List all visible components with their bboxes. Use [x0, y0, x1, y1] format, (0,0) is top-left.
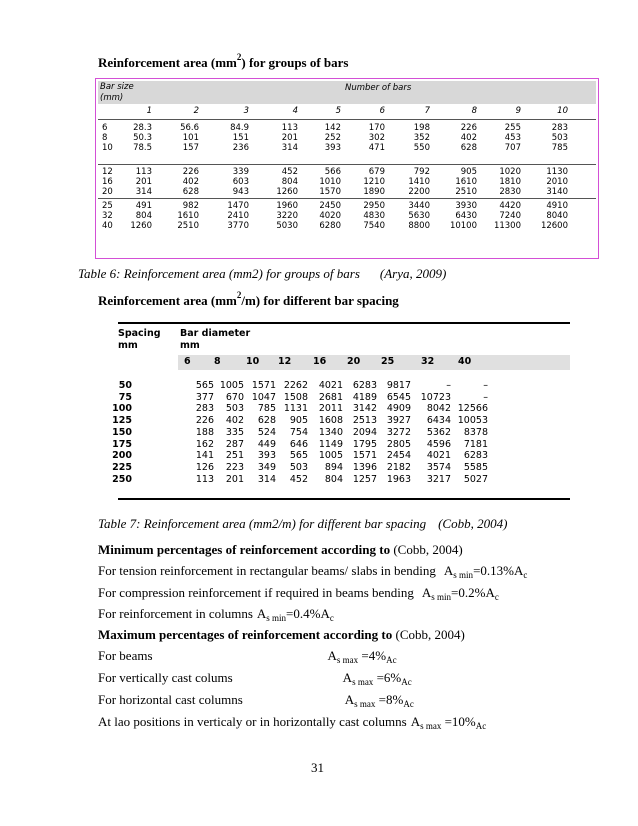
table-bar-spacing — [112, 322, 570, 500]
table-cell: 2830 — [499, 187, 521, 197]
table-cell: 7181 — [463, 438, 488, 450]
line-text: For vertically cast colums — [98, 670, 233, 685]
spacing-cell: 150 — [112, 426, 132, 438]
table-cell: 4596 — [426, 438, 451, 450]
table-cell: 8040 — [546, 211, 568, 221]
max-lines-line — [98, 670, 412, 686]
area-subscript: s max — [336, 655, 359, 665]
table-cell: 4420 — [499, 201, 521, 211]
column-header: 1 — [146, 106, 152, 116]
table-cell: 628 — [460, 143, 477, 153]
area-value: =8% — [375, 692, 404, 707]
column-header: 3 — [243, 106, 249, 116]
table-cell: 352 — [413, 133, 430, 143]
bar-size-cell: 32 — [102, 211, 113, 221]
spacing-cell: 75 — [118, 391, 132, 403]
table-cell: 453 — [504, 133, 521, 143]
table-cell: 1410 — [408, 177, 430, 187]
table-cell: 3440 — [408, 201, 430, 211]
table-cell: 565 — [195, 380, 214, 391]
bar-size-cell: 10 — [102, 143, 113, 153]
table-cell: 6545 — [386, 391, 411, 403]
table-cell: 2513 — [352, 415, 377, 427]
table-cell: 1257 — [352, 473, 377, 485]
header-divider — [98, 119, 596, 120]
area-subscript: Ac — [401, 677, 412, 687]
bar-diameter-label: Bar diameter mm — [180, 328, 251, 351]
table-cell: 2450 — [319, 201, 341, 211]
table-cell: 1508 — [283, 391, 308, 403]
table-cell: 201 — [281, 133, 298, 143]
line-text: For tension reinforcement in rectangular beams/ slabs in bending — [98, 563, 436, 578]
area-subscript: c — [494, 592, 499, 602]
table-top-rule — [118, 322, 570, 324]
diameter-header: 10 — [246, 356, 260, 367]
table-row — [112, 426, 570, 438]
column-header-row — [96, 106, 598, 118]
table-cell: 550 — [413, 143, 430, 153]
table-cell: – — [446, 380, 451, 391]
table-cell: 449 — [257, 438, 276, 450]
area-subscript: s min — [266, 613, 287, 623]
table-cell: 471 — [368, 143, 385, 153]
table-cell: 2805 — [386, 438, 411, 450]
table-cell: 1340 — [318, 426, 343, 438]
table-cell: 1890 — [363, 187, 385, 197]
table-cell: 628 — [182, 187, 199, 197]
area-subscript: s min — [431, 592, 452, 602]
table-groups-of-bars — [95, 78, 599, 259]
table-cell: 4909 — [386, 403, 411, 415]
table-cell: 402 — [182, 177, 199, 187]
table-cell: 3927 — [386, 415, 411, 427]
area-subscript: s max — [354, 699, 376, 709]
area-symbol: A — [344, 692, 355, 707]
table-cell: 565 — [289, 450, 308, 462]
table-cell: 1260 — [276, 187, 298, 197]
table-cell: 223 — [225, 461, 244, 473]
table-cell: 2182 — [386, 461, 411, 473]
table-cell: 6283 — [352, 380, 377, 391]
table-cell: 1005 — [219, 380, 244, 391]
table-cell: 9817 — [386, 380, 411, 391]
area-symbol: A — [421, 585, 432, 600]
table-cell: 6434 — [426, 415, 451, 427]
area-symbol: A — [342, 670, 353, 685]
table-cell: 5030 — [276, 221, 298, 231]
table-cell: 2010 — [546, 177, 568, 187]
area-value: =4% — [358, 648, 387, 663]
heading-bar-spacing: Reinforcement area $(mm^2/m)$ for different bar spacing — [98, 290, 399, 308]
bar-size-cell: 6 — [102, 123, 108, 133]
bar-size-cell: 16 — [102, 177, 113, 187]
table-cell: 3770 — [227, 221, 249, 231]
table-cell: 4021 — [426, 450, 451, 462]
min-reinforcement-heading: Minimum percentages of reinforcement according to (Cobb, 2004) — [98, 542, 463, 557]
table-cell: 7540 — [363, 221, 385, 231]
spacing-label: Spacing mm — [118, 328, 161, 351]
table-cell: 2950 — [363, 201, 385, 211]
table-cell: 603 — [232, 177, 249, 187]
table-cell: 78.5 — [133, 143, 152, 153]
table-cell: 452 — [289, 473, 308, 485]
table-cell: 393 — [257, 450, 276, 462]
area-subscript: Ac — [403, 699, 414, 709]
table-cell: 3140 — [546, 187, 568, 197]
table-cell: 3142 — [352, 403, 377, 415]
max-lines-line — [98, 648, 397, 664]
table-cell: 3217 — [426, 473, 451, 485]
line-text: For compression reinforcement if required in beams bending — [98, 585, 414, 600]
table-cell: 4020 — [319, 211, 341, 221]
table-cell: 905 — [460, 167, 477, 177]
table-cell: 8800 — [408, 221, 430, 231]
table-cell: 12566 — [457, 403, 488, 415]
area-value: =0.13%A — [473, 563, 524, 578]
table-row — [112, 461, 570, 473]
table-cell: 1570 — [319, 187, 341, 197]
bar-size-cell: 40 — [102, 221, 113, 231]
max-reinforcement-heading: Maximum percentages of reinforcement according to (Cobb, 2004) — [98, 627, 465, 642]
table-cell: 905 — [289, 415, 308, 427]
table-cell: 402 — [460, 133, 477, 143]
min-lines-line — [98, 563, 527, 579]
area-value: =0.4%A — [286, 606, 330, 621]
table-cell: 1810 — [499, 177, 521, 187]
table-row — [112, 403, 570, 415]
table-cell: 2094 — [352, 426, 377, 438]
table-cell: 314 — [281, 143, 298, 153]
spacing-cell: 175 — [112, 438, 132, 450]
table-cell: 1608 — [318, 415, 343, 427]
table-row — [118, 392, 570, 403]
table-cell: 4021 — [318, 380, 343, 391]
table-cell: 5027 — [463, 473, 488, 485]
diameter-header: 16 — [313, 356, 327, 367]
table-cell: 2510 — [455, 187, 477, 197]
area-value: =6% — [373, 670, 402, 685]
table-row — [112, 450, 570, 462]
table-cell: 524 — [257, 426, 276, 438]
table-cell: 170 — [368, 123, 385, 133]
area-subscript: c — [329, 613, 334, 623]
table-cell: 8042 — [426, 403, 451, 415]
table-cell: 5630 — [408, 211, 430, 221]
area-subscript: s max — [352, 677, 374, 687]
table-cell: 151 — [232, 133, 249, 143]
line-text: For horizontal cast columns — [98, 692, 243, 707]
bar-size-cell: 8 — [102, 133, 108, 143]
table-row — [96, 221, 598, 231]
heading-group-bars: Reinforcement area $(mm^2)$ for groups of bars — [98, 52, 349, 70]
table-cell: 491 — [135, 201, 152, 211]
table-cell: 1963 — [386, 473, 411, 485]
table-cell: 804 — [324, 473, 343, 485]
table-row — [96, 133, 598, 143]
table-cell: 201 — [135, 177, 152, 187]
column-header: 8 — [471, 106, 477, 116]
table-cell: 1610 — [455, 177, 477, 187]
table-cell: 157 — [182, 143, 199, 153]
table-cell: 1396 — [352, 461, 377, 473]
diameter-header: 8 — [214, 356, 221, 367]
table-row — [96, 123, 598, 133]
table-cell: 6280 — [319, 221, 341, 231]
table-cell: 10723 — [420, 391, 451, 403]
table-cell: 2262 — [283, 380, 308, 391]
table-cell: 402 — [225, 415, 244, 427]
area-value: =10% — [441, 714, 476, 729]
table-cell: 1047 — [251, 391, 276, 403]
table-cell: 3930 — [455, 201, 477, 211]
table-cell: 646 — [289, 438, 308, 450]
table-cell: 6283 — [463, 450, 488, 462]
table-cell: 50.3 — [133, 133, 152, 143]
table-cell: 1149 — [318, 438, 343, 450]
table-cell: 113 — [135, 167, 152, 177]
table-cell: 2510 — [177, 221, 199, 231]
table-cell: 314 — [257, 473, 276, 485]
area-symbol: A — [327, 648, 337, 663]
area-subscript: c — [523, 570, 528, 580]
table6-caption: Table 6: Reinforcement area (mm2) for groups of bars (Arya, 2009) — [78, 266, 447, 281]
table-cell: 12600 — [540, 221, 568, 231]
min-lines-line — [98, 606, 334, 622]
area-subscript: Ac — [475, 721, 487, 731]
table-cell: 188 — [195, 426, 214, 438]
table-cell: 11300 — [493, 221, 521, 231]
table-cell: 2454 — [386, 450, 411, 462]
table-cell: 785 — [257, 403, 276, 415]
table-cell: 1960 — [276, 201, 298, 211]
table-cell: 255 — [504, 123, 521, 133]
number-of-bars-label: Number of bars — [345, 83, 412, 93]
bar-size-cell: 25 — [102, 201, 113, 211]
table-cell: 226 — [195, 415, 214, 427]
table-cell: 1005 — [318, 450, 343, 462]
column-header: 2 — [193, 106, 199, 116]
table-cell: 804 — [281, 177, 298, 187]
table-cell: 2681 — [318, 391, 343, 403]
table-cell: 1210 — [363, 177, 385, 187]
table-cell: 251 — [225, 450, 244, 462]
table-cell: 2200 — [408, 187, 430, 197]
table-row — [112, 473, 570, 485]
table-row — [112, 438, 570, 450]
table-row — [118, 380, 570, 391]
area-value: =0.2%A — [451, 585, 495, 600]
table-cell: 2410 — [227, 211, 249, 221]
table-cell: 503 — [225, 403, 244, 415]
max-lines-line — [98, 692, 414, 708]
table-cell: 5585 — [463, 461, 488, 473]
table-cell: 452 — [281, 167, 298, 177]
table-cell: 4830 — [363, 211, 385, 221]
table-cell: 1260 — [130, 221, 152, 231]
table-cell: 1020 — [499, 167, 521, 177]
table-row — [112, 415, 570, 427]
table-cell: 377 — [195, 391, 214, 403]
table-cell: 113 — [195, 473, 214, 485]
diameter-header: 32 — [421, 356, 435, 367]
table-cell: 1010 — [319, 177, 341, 187]
table-cell: 1795 — [352, 438, 377, 450]
table-cell: 754 — [289, 426, 308, 438]
table-cell: 943 — [232, 187, 249, 197]
table-cell: 7240 — [499, 211, 521, 221]
page-number: 31 — [311, 760, 324, 775]
table-cell: 113 — [281, 123, 298, 133]
table-cell: 198 — [413, 123, 430, 133]
table-cell: 804 — [135, 211, 152, 221]
area-symbol: A — [410, 714, 421, 729]
min-lines-line — [98, 585, 499, 601]
table-cell: 56.6 — [180, 123, 199, 133]
table-cell: 1571 — [251, 380, 276, 391]
table-cell: 10053 — [457, 415, 488, 427]
spacing-cell: 125 — [112, 415, 132, 427]
diameter-header: 40 — [458, 356, 472, 367]
table-cell: 141 — [195, 450, 214, 462]
table-cell: 201 — [225, 473, 244, 485]
spacing-cell: 200 — [112, 450, 132, 462]
table-cell: – — [483, 391, 488, 403]
spacing-cell: 225 — [112, 461, 132, 473]
column-header: 4 — [292, 106, 298, 116]
table-cell: 335 — [225, 426, 244, 438]
column-header: 5 — [335, 106, 341, 116]
table-cell: 4189 — [352, 391, 377, 403]
line-text: For beams — [98, 648, 153, 663]
table-cell: 1470 — [227, 201, 249, 211]
area-symbol: A — [256, 606, 267, 621]
table-cell: 283 — [551, 123, 568, 133]
table-row — [96, 187, 598, 197]
table-cell: 339 — [232, 167, 249, 177]
table-cell: 28.3 — [133, 123, 152, 133]
table-bottom-rule — [118, 498, 570, 500]
table-cell: 84.9 — [230, 123, 249, 133]
table-cell: 707 — [504, 143, 521, 153]
table-cell: 1131 — [283, 403, 308, 415]
table-cell: 5362 — [426, 426, 451, 438]
area-symbol: A — [443, 563, 454, 578]
table-cell: 3574 — [426, 461, 451, 473]
table-cell: 349 — [257, 461, 276, 473]
table-cell: 982 — [182, 201, 199, 211]
table-cell: 503 — [551, 133, 568, 143]
table-cell: 142 — [324, 123, 341, 133]
diameter-header: 12 — [278, 356, 292, 367]
group-divider — [98, 164, 596, 165]
table-row — [96, 167, 598, 177]
table-cell: 393 — [324, 143, 341, 153]
table-cell: 503 — [289, 461, 308, 473]
table-cell: 226 — [182, 167, 199, 177]
table-cell: – — [483, 380, 488, 391]
column-header: 7 — [424, 106, 430, 116]
table-row — [96, 211, 598, 221]
spacing-cell: 250 — [112, 473, 132, 485]
column-header: 10 — [557, 106, 568, 116]
table-cell: 101 — [182, 133, 199, 143]
table-row — [96, 201, 598, 211]
spacing-cell: 50 — [118, 380, 132, 391]
area-subscript: s min — [453, 570, 474, 580]
table-cell: 628 — [257, 415, 276, 427]
table-cell: 6430 — [455, 211, 477, 221]
table-cell: 670 — [225, 391, 244, 403]
table-cell: 236 — [232, 143, 249, 153]
line-text: At lao positions in verticaly or in horizontally cast columns — [98, 714, 407, 729]
area-subscript: Ac — [386, 655, 397, 665]
column-header: 6 — [379, 106, 385, 116]
table-row — [96, 177, 598, 187]
table-cell: 4910 — [546, 201, 568, 211]
table-cell: 1610 — [177, 211, 199, 221]
table7-caption: Table 7: Reinforcement area (mm2/m) for different bar spacing (Cobb, 2004) — [98, 516, 508, 531]
table-cell: 785 — [551, 143, 568, 153]
table-cell: 126 — [195, 461, 214, 473]
table-cell: 3220 — [276, 211, 298, 221]
max-lines-line — [98, 714, 486, 730]
spacing-cell: 100 — [112, 403, 132, 415]
table-cell: 894 — [324, 461, 343, 473]
table-cell: 10100 — [449, 221, 477, 231]
table-cell: 162 — [195, 438, 214, 450]
bar-size-cell: 12 — [102, 167, 113, 177]
table-cell: 1130 — [546, 167, 568, 177]
table-cell: 287 — [225, 438, 244, 450]
table-cell: 252 — [324, 133, 341, 143]
table-cell: 283 — [195, 403, 214, 415]
table-cell: 792 — [413, 167, 430, 177]
diameter-header: 20 — [347, 356, 361, 367]
table-cell: 314 — [135, 187, 152, 197]
area-subscript: s max — [420, 721, 442, 731]
diameter-header: 25 — [381, 356, 395, 367]
table-cell: 679 — [368, 167, 385, 177]
diameter-header: 6 — [184, 356, 191, 367]
table-cell: 8378 — [463, 426, 488, 438]
table-cell: 3272 — [386, 426, 411, 438]
table-cell: 2011 — [318, 403, 343, 415]
bar-size-label: Bar size (mm) — [100, 82, 134, 103]
table-cell: 566 — [324, 167, 341, 177]
bar-size-cell: 20 — [102, 187, 113, 197]
diameter-header-band — [178, 355, 570, 370]
group-divider — [98, 198, 596, 199]
column-header: 9 — [515, 106, 521, 116]
table-row — [96, 143, 598, 153]
table-cell: 226 — [460, 123, 477, 133]
table-cell: 1571 — [352, 450, 377, 462]
line-text: For reinforcement in columns — [98, 606, 253, 621]
table-cell: 302 — [368, 133, 385, 143]
